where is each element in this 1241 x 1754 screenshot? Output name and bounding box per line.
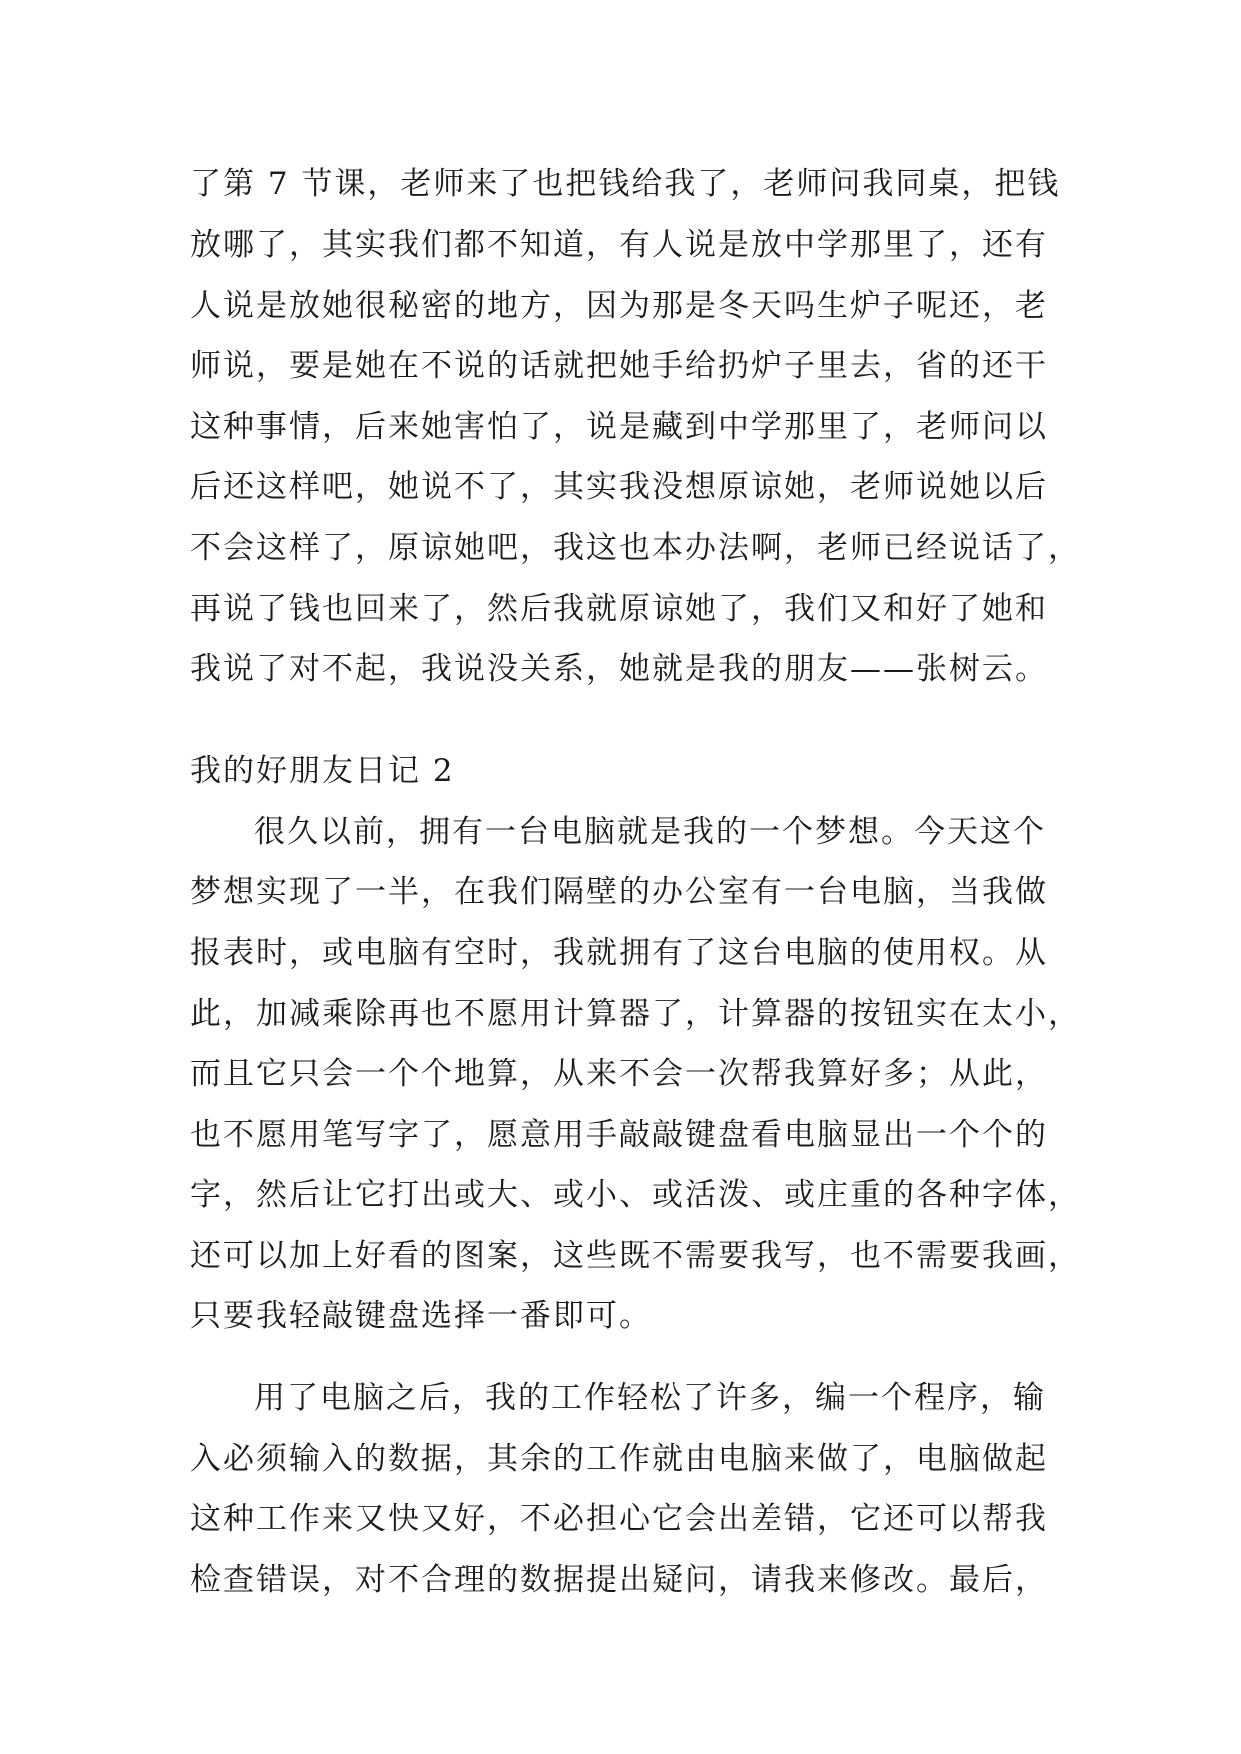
text-line: 再说了钱也回来了，然后我就原谅她了，我们又和好了她和	[190, 591, 1048, 627]
text-line: 只要我轻敲键盘选择一番即可。	[190, 1298, 652, 1334]
text-line: 也不愿用笔写字了，愿意用手敲敲键盘看电脑显出一个个的	[190, 1117, 1048, 1153]
paragraph-first-line: 很久以前，拥有一台电脑就是我的一个梦想。今天这个	[254, 814, 1046, 850]
paragraph-first-line: 用了电脑之后，我的工作轻松了许多，编一个程序，输	[254, 1380, 1046, 1416]
text-line: 师说，要是她在不说的话就把她手给扔炉子里去，省的还干	[190, 348, 1048, 384]
text-line: 人说是放她很秘密的地方，因为那是冬天吗生炉子呢还，老	[190, 288, 1048, 324]
text-line: 检查错误，对不合理的数据提出疑问，请我来修改。最后，	[190, 1562, 1048, 1598]
text-line: 后还这样吧，她说不了，其实我没想原谅她，老师说她以后	[190, 469, 1048, 505]
text-line: 不会这样了，原谅她吧，我这也本办法啊，老师已经说话了，	[190, 530, 1081, 566]
section-heading: 我的好朋友日记 2	[190, 753, 455, 789]
text-line: 报表时，或电脑有空时，我就拥有了这台电脑的使用权。从	[190, 935, 1048, 971]
text-line: 还可以加上好看的图案，这些既不需要我写，也不需要我画，	[190, 1238, 1081, 1274]
text-line: 我说了对不起，我说没关系，她就是我的朋友——张树云。	[190, 651, 1048, 687]
text-line: 而且它只会一个个地算，从来不会一次帮我算好多；从此，	[190, 1056, 1048, 1092]
text-line: 了第 7 节课，老师来了也把钱给我了，老师问我同桌，把钱	[190, 166, 1061, 202]
text-line: 放哪了，其实我们都不知道，有人说是放中学那里了，还有	[190, 227, 1048, 263]
text-line: 字，然后让它打出或大、或小、或活泼、或庄重的各种字体，	[190, 1177, 1081, 1213]
text-line: 这种事情，后来她害怕了，说是藏到中学那里了，老师问以	[190, 409, 1048, 445]
text-line: 此，加减乘除再也不愿用计算器了，计算器的按钮实在太小，	[190, 996, 1081, 1032]
text-line: 这种工作来又快又好，不必担心它会出差错，它还可以帮我	[190, 1501, 1048, 1537]
text-line: 入必须输入的数据，其余的工作就由电脑来做了，电脑做起	[190, 1441, 1048, 1477]
text-line: 梦想实现了一半，在我们隔壁的办公室有一台电脑，当我做	[190, 874, 1048, 910]
